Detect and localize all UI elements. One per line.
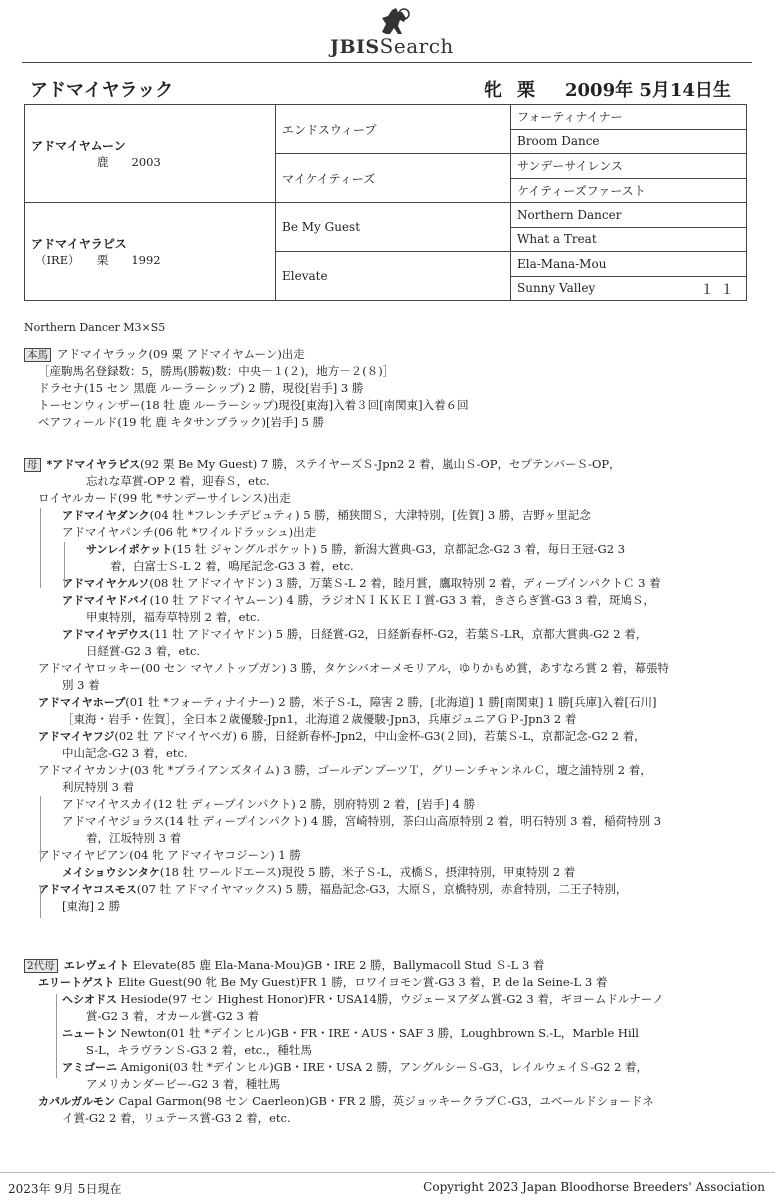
record-text: (10 牡 アドマイヤムーン) 4 勝，ラジオＮＩＫＫＥＩ賞-G3 3 着，きさらぎ賞-G3 3 着，斑鳩Ｓ， [149,593,655,607]
record-line [24,626,754,643]
dam-record-cont: 忘れな草賞-OP 2 着，迎春Ｓ，etc. [86,474,270,488]
footer-divider [0,1172,775,1173]
record-line [24,745,754,762]
sire-dam-cell[interactable]: マイケイティーズ [276,154,511,203]
record-line [24,762,754,779]
g3-cell[interactable]: Broom Dance [511,129,747,154]
record-text: アドマイヤスカイ(12 牡 ディープインパクト) 2 勝，別府特別 2 着，[岩手] 4 勝 [62,797,476,811]
footer-copyright: Copyright 2023 Japan Bloodhorse Breeders' Association [423,1180,765,1194]
dam-record: (92 栗 Be My Guest) 7 勝，ステイヤーズＳ-Jpn2 2 着，嵐山Ｓ-OP，セプテンバーＳ-OP， [140,457,621,471]
record-text: Amigoni(03 牡 *デインヒル)GB・IRE・USA 2 勝，アングルシーＳ-G3，レイルウェイＳ-G2 2 着， [120,1060,649,1074]
record-line [24,592,754,609]
horse-name: アドマイヤラック [30,80,174,101]
horse-name-link[interactable]: アドマイヤホープ [38,696,126,709]
tree-line [56,994,57,1078]
jbis-logo[interactable] [0,4,775,58]
record-text: 着，白富士Ｓ-L 2 着，鳴尾記念-G3 3 着，etc. [110,559,354,573]
record-text: (15 牡 ジャングルポケット) 5 勝，新潟大賞典-G3，京都記念-G2 3 着，毎日王冠-G2 3 [172,542,626,556]
horse-name-link[interactable]: サンレイポケット [86,543,173,556]
sire-info: 鹿 2003 [97,155,161,169]
horse-name-link[interactable]: アドマイヤケルソ [62,577,150,590]
footer-date: 2023年 9月 5日現在 [8,1182,122,1196]
offspring-line: アドマイヤラック(09 栗 アドマイヤムーン)出走 [57,347,305,361]
record-text: ［東海・岩手・佐賀］，全日本２歳優駿-Jpn1，北海道２歳優駿-Jpn3，兵庫ジュニアＧＰ-Jpn3 2 着 [62,712,577,726]
g3-cell[interactable]: What a Treat [511,227,747,252]
logo-text: JBISSearch [330,34,454,58]
horse-sex: 牝 [484,80,502,101]
tree-line [64,542,65,588]
section-dam [24,456,754,915]
header-divider [22,62,752,63]
record-line [24,847,754,864]
dam-name[interactable]: アドマイヤラピス [31,237,127,251]
record-text: Elite Guest(90 牝 Be My Guest)FR 1 勝，ロワイヨモン賞-G3 3 着，P. de la Seine-L 3 着 [118,975,608,989]
record-line [24,558,754,575]
record-line [24,1042,754,1059]
granddam-name-link[interactable]: エレヴェイト [63,959,130,972]
record-line [24,677,754,694]
record-line [24,507,754,524]
record-line [24,1093,754,1110]
g3-cell[interactable]: ケイティーズファースト [511,178,747,203]
section-self [24,346,754,431]
record-line [24,830,754,847]
g3-cell[interactable]: サンデーサイレンス [511,154,747,179]
dam-info: （IRE） 栗 1992 [35,253,161,267]
record-text: 別 3 着 [62,678,100,692]
record-text: 甲東特別，福寿草特別 2 着，etc. [86,610,261,624]
record-text: アメリカンダービー-G2 3 着，種牡馬 [86,1077,281,1091]
record-line [24,541,754,558]
record-line [24,1076,754,1093]
record-text: (18 牡 ワールドエース)現役 5 勝，米子Ｓ-L，戎橋Ｓ，摂津特別，甲東特別 2 着 [159,865,576,879]
record-line [24,779,754,796]
section-tag: 母 [24,458,41,472]
g3-cell[interactable]: Ela-Mana-Mou [511,252,747,277]
offspring-line: トーセンウィンザー(18 牡 鹿 ルーラーシップ)現役[東海]入着３回[南関東]入着６回 [38,398,469,412]
horse-name-link[interactable]: カパルガルモン [38,1095,115,1108]
granddam-record: Elevate(85 鹿 Ela-Mana-Mou)GB・IRE 2 勝，Ballymacoll Stud Ｓ-L 3 着 [132,958,545,972]
record-text: (08 牡 アドマイヤドン) 3 勝，万葉Ｓ-L 2 着，睦月賞，鷹取特別 2 着，ディープインパクトＣ 3 着 [149,576,661,590]
record-text: アドマイヤロッキー(00 セン マヤノトップガン) 3 勝，タケシバオーメモリアル，ゆりかもめ賞，あすなろ賞 2 着，幕張特 [38,661,670,675]
g3-cell-last[interactable]: Sunny Valley １１ [511,276,747,301]
record-text: 中山記念-G2 3 着，etc. [62,746,188,760]
record-text: (07 牡 アドマイヤマックス) 5 勝，福島記念-G3，大原Ｓ，京橋特別，赤倉特別，二王子特別， [136,882,628,896]
record-line [24,1025,754,1042]
record-text: (04 牡 *フレンチデピュティ) 5 勝，桶狭間Ｓ，大津特別，[佐賀] 3 勝，吉野ヶ里記念 [149,508,591,522]
record-text: Newton(01 牡 *デインヒル)GB・FR・IRE・AUS・SAF 3 勝，Loughbrown S.-L，Marble Hill [120,1026,639,1040]
record-line [24,609,754,626]
horse-name-link[interactable]: メイショウシンタケ [62,866,160,879]
record-text: アドマイヤパンチ(06 牝 *ワイルドラッシュ)出走 [62,525,317,539]
horse-name-link[interactable]: アドマイヤフジ [38,730,115,743]
dam-sire-cell[interactable]: Be My Guest [276,203,511,252]
sire-sire-cell[interactable]: エンドスウィープ [276,105,511,154]
record-line [24,728,754,745]
sire-cell[interactable] [25,105,276,203]
section-tag: 2代母 [24,959,58,973]
section-tag: 本馬 [24,348,51,362]
record-text: アドマイヤジョラス(14 牡 ディープインパクト) 4 勝，宮崎特別，茶臼山高原特別 2 着，明石特別 3 着，稲荷特別 3 [62,814,662,828]
record-text: 賞-G2 3 着，オカール賞-G2 3 着 [86,1009,259,1023]
record-line [24,991,754,1008]
horse-name-link[interactable]: アドマイヤダンク [62,509,150,522]
offspring-line: ドラセナ(15 セン 黒鹿 ルーラーシップ) 2 勝，現役[岩手] 3 勝 [38,381,364,395]
horse-name-link[interactable]: エリートゲスト [38,976,115,989]
section-granddam [24,957,754,1127]
record-line [24,898,754,915]
inbreeding-marks: １１ [700,281,740,298]
dam-dam-cell[interactable]: Elevate [276,252,511,301]
dam-name-link[interactable]: *アドマイヤラピス [46,458,141,471]
record-line [24,694,754,711]
horse-name-link[interactable]: アドマイヤデウス [62,628,150,641]
record-line [24,974,754,991]
pedigree-table [24,104,747,301]
record-line [24,490,754,507]
tree-line [40,796,41,862]
record-line [24,796,754,813]
record-text: (01 牡 *フォーティナイナー) 2 勝，米子Ｓ-L，障害 2 勝，[北海道] 1 勝[南関東] 1 勝[兵庫]入着[石川] [125,695,657,709]
horse-name-link[interactable]: アドマイヤドバイ [62,594,150,607]
offspring-line: ［産駒馬名登録数：5，勝馬(勝鞍)数：中央－１(２)，地方－２(８)］ [38,364,395,378]
horse-icon [376,6,412,36]
record-line [24,1059,754,1076]
tree-line [40,886,41,918]
horse-birthdate: 2009年 5月14日生 [565,80,731,101]
record-text: アドマイヤピアン(04 牝 アドマイヤコジーン) 1 勝 [38,848,301,862]
record-text: 日経賞-G2 3 着，etc. [86,644,201,658]
record-line [24,524,754,541]
record-text: Hesiode(97 セン Highest Honor)FR・USA14勝，ウジェーヌアダム賞-G2 3 着，ギヨームドルナーノ [120,992,664,1006]
record-line [24,643,754,660]
record-text: イ賞-G2 2 着，リュテース賞-G3 2 着，etc. [62,1111,291,1125]
record-line [24,881,754,898]
record-line [24,864,754,881]
horse-name-link[interactable]: ニュートン [62,1027,117,1040]
offspring-line: ベアフィールド(19 牝 鹿 キタサンブラック)[岩手] 5 勝 [38,415,325,429]
record-text: ロイヤルカード(99 牝 *サンデーサイレンス)出走 [38,491,291,505]
record-line [24,575,754,592]
record-line [24,1008,754,1025]
horse-header [30,76,750,102]
horse-color: 栗 [517,80,535,101]
record-text: [東海] 2 勝 [62,899,121,913]
horse-name-link[interactable]: アドマイヤコスモス [38,883,137,896]
record-text: 利尻特別 3 着 [62,780,135,794]
horse-name-link[interactable]: ヘシオドス [62,993,117,1006]
record-line [24,660,754,677]
inbreeding-note: Northern Dancer M3×S5 [24,321,166,334]
g3-cell[interactable]: Northern Dancer [511,203,747,228]
tree-line [40,508,41,588]
record-text: S-L，キラヴランＳ-G3 2 着，etc.，種牡馬 [86,1043,312,1057]
horse-name-link[interactable]: アミゴーニ [62,1061,117,1074]
record-line [24,1110,754,1127]
sire-name[interactable]: アドマイヤムーン [31,139,126,153]
record-text: Capal Garmon(98 セン Caerleon)GB・FR 2 勝，英ジョッキークラブＣ-G3，ユベールドショードネ [118,1094,654,1108]
g3-cell[interactable]: フォーティナイナー [511,105,747,130]
record-text: 着，江坂特別 3 着 [86,831,182,845]
record-line [24,813,754,830]
record-text: (02 牡 アドマイヤベガ) 6 勝，日経新春杯-Jpn2，中山金杯-G3(２回)，若葉Ｓ-L，京都記念-G2 2 着， [114,729,646,743]
record-text: (11 牡 アドマイヤドン) 5 勝，日経賞-G2，日経新春杯-G2，若葉Ｓ-LR，京都大賞典-G2 2 着， [149,627,648,641]
record-text: アドマイヤカンナ(03 牝 *ブライアンズタイム) 3 勝，ゴールデンブーツＴ，グリーンチャンネルＣ，壇之浦特別 2 着， [38,763,652,777]
dam-cell[interactable] [25,203,276,301]
record-line [24,711,754,728]
